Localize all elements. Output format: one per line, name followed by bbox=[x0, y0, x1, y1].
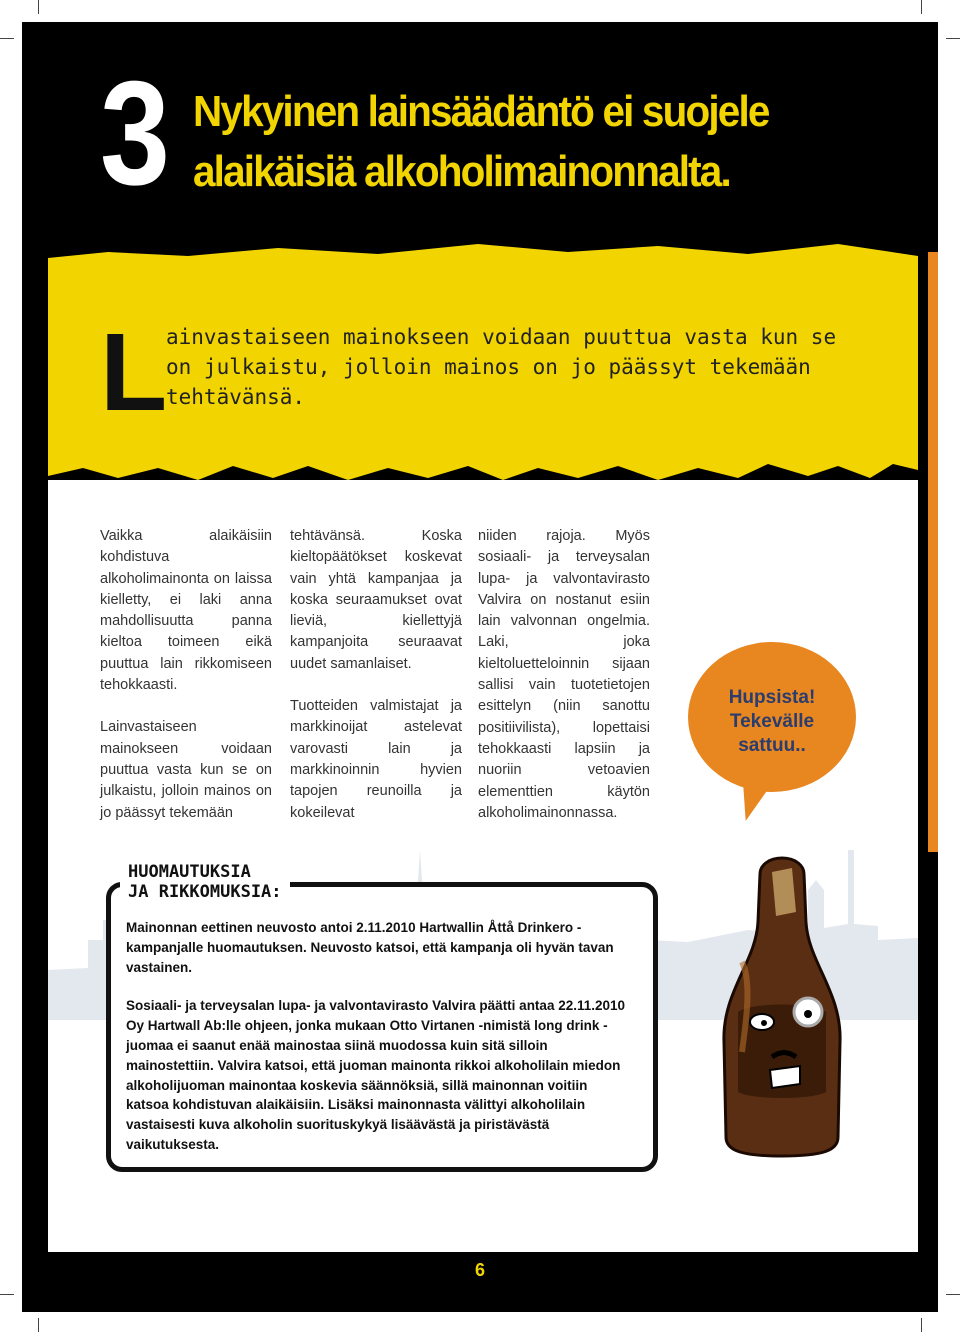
lead-paragraph: ainvastaiseen mainokseen voidaan puuttua vasta kun se on julkaistu, jolloin mainos on jo päässyt tekemään tehtävänsä. bbox=[166, 325, 837, 409]
notice-heading-line: HUOMAUTUKSIA bbox=[128, 862, 251, 882]
notice-heading bbox=[120, 862, 290, 902]
crop-mark bbox=[0, 38, 14, 39]
page-title bbox=[193, 82, 837, 202]
crop-mark bbox=[0, 1294, 14, 1295]
bottle-character-illustration bbox=[712, 852, 852, 1162]
paragraph: tehtävänsä. Koska kieltopäätökset koskevat vain yhtä kampanjaa ja koska seuraamukset ovat lieviä, kiellettyjä kampanjoita seuraavat uudet samanlaiset. bbox=[290, 528, 462, 672]
text-column-3 bbox=[478, 526, 650, 845]
crop-mark bbox=[38, 1318, 39, 1332]
paragraph: Tuotteiden valmistajat ja markkinoijat astelevat varovasti lain ja markkinoinnin hyvien tapojen reunoilla ja kokeilevat bbox=[290, 698, 462, 821]
bubble-line: Hupsista! bbox=[728, 687, 816, 708]
orange-edge-strip bbox=[928, 252, 938, 852]
crop-mark bbox=[921, 0, 922, 14]
notice-paragraph: Mainonnan eettinen neuvosto antoi 2.11.2010 Hartwallin Åttå Drinkero -kampanjalle huomautuksen. Neuvosto katsoi, että kampanja oli hyvän tavan vastainen. bbox=[126, 920, 614, 975]
drop-cap: L bbox=[100, 311, 168, 434]
bubble-line: sattuu.. bbox=[738, 735, 806, 756]
crop-mark bbox=[921, 1318, 922, 1332]
crop-mark bbox=[946, 1294, 960, 1295]
paragraph: Lainvastaiseen mainokseen voidaan puuttua vasta kun se on julkaistu, jolloin mainos on jo päässyt tekemään bbox=[100, 719, 272, 821]
notice-paragraph: Sosiaali- ja terveysalan lupa- ja valvontavirasto Valvira päätti antaa 22.11.2010 Oy Hartwall Ab:lle ohjeen, jonka mukaan Otto Virtanen -nimistä long drink -juomaa ei saanut enää mainostaa siinä muodossa kuin sitä silloin mainostettiin. Valvira katsoi, että juoman mainonta rikkoi alkoholilain miedon alkoholijuoman mainontaa koskevia säännöksiä, sillä mainonnan voitiin katsoa kohdistuvan alaikäisiin. Lisäksi mainonnasta välittyi alkoholilain vastaisesti kuva alkoholin suorituskykyä lisäävästä ja piristävästä vaikutuksesta. bbox=[126, 998, 626, 1152]
notice-text bbox=[126, 918, 626, 1174]
crop-mark bbox=[38, 0, 39, 14]
speech-bubble-text bbox=[688, 686, 856, 758]
notice-heading-line: JA RIKKOMUKSIA: bbox=[128, 882, 282, 902]
section-number: 3 bbox=[100, 51, 167, 216]
bubble-line: Tekevälle bbox=[729, 711, 815, 732]
paragraph: niiden rajoja. Myös sosiaali- ja terveysalan lupa- ja valvontavirasto Valvira on nostanut esiin lain valvonnan ongelmia. Laki, joka kieltoluetteloinnin sijaan sallisi vain tuotetietojen esittelyn (niin sanottu positiivilista), lopettaisi tehokkaasti lapsiin ja nuoriin vetoavien elementtien käytön alkoholimainonnassa. bbox=[478, 528, 650, 821]
crop-mark bbox=[946, 38, 960, 39]
text-column-1 bbox=[100, 526, 272, 845]
title-line: alaikäisiä alkoholimainonnalta. bbox=[193, 147, 730, 196]
page-number: 6 bbox=[474, 1260, 485, 1280]
text-column-2 bbox=[290, 526, 462, 845]
title-line: Nykyinen lainsäädäntö ei suojele bbox=[193, 87, 769, 136]
paragraph: Vaikka alaikäisiin kohdistuva alkoholimainonta on laissa kielletty, ei laki anna mahdollisuutta panna kieltoa toimeen eikä puuttua lain rikkomiseen tehokkaasti. bbox=[100, 528, 272, 694]
